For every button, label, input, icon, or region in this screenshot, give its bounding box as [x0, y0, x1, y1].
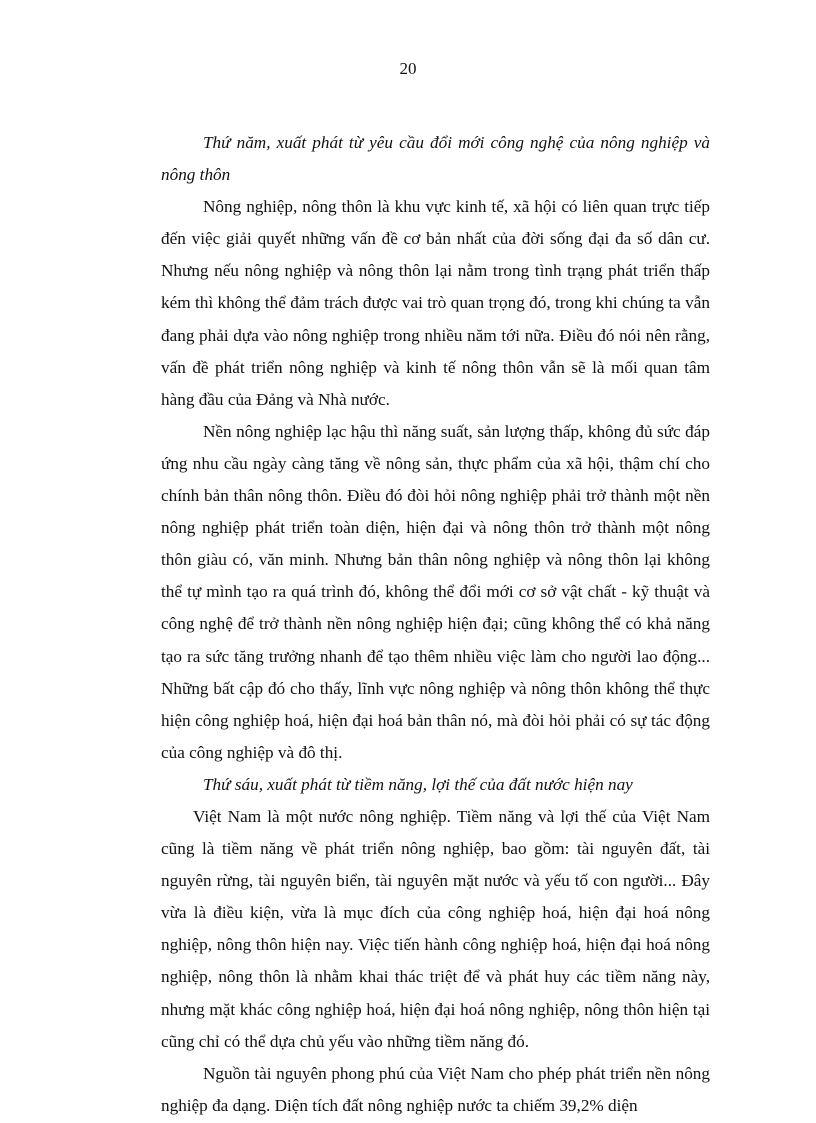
- paragraph: Nông nghiệp, nông thôn là khu vực kinh tế, xã hội có liên quan trực tiếp đến việc giải quyết những vấn đề cơ bản nhất của đời sống đại đa số dân cư. Nhưng nếu nông nghiệp và nông thôn lại nằm trong tình trạng phát triển thấp kém thì không thể đảm trách được vai trò quan trọng đó, trong khi chúng ta vẫn đang phải dựa vào nông nghiệp trong nhiều năm tới nữa. Điều đó nói nên rằng, vấn đề phát triển nông nghiệp và kinh tế nông thôn vẫn sẽ là mối quan tâm hàng đầu của Đảng và Nhà nước.: [161, 197, 710, 409]
- paragraph: Nguồn tài nguyên phong phú của Việt Nam cho phép phát triển nền nông nghiệp đa dạng. Diện tích đất nông nghiệp nước ta chiếm 39,2% diện: [161, 1063, 710, 1115]
- page-number: 20: [399, 59, 417, 78]
- section-heading-5: Thứ năm, xuất phát từ yêu cầu đổi mới công nghệ của nông nghiệp và nông thôn: [161, 133, 710, 185]
- paragraph: Việt Nam là một nước nông nghiệp. Tiềm năng và lợi thế của Việt Nam cũng là tiềm năng về phát triển nông nghiệp, bao gồm: tài nguyên đất, tài nguyên rừng, tài nguyên biển, tài nguyên mặt nước và yếu tố con người... Đây vừa là điều kiện, vừa là mục đích của công nghiệp hoá, hiện đại hoá nông nghiệp, nông thôn hiện nay. Việc tiến hành công nghiệp hoá, hiện đại hoá nông nghiệp, nông thôn là nhằm khai thác triệt để và phát huy các tiềm năng này, nhưng mặt khác công nghiệp hoá, hiện đại hoá nông nghiệp, nông thôn hiện tại cũng chỉ có thể dựa chủ yếu vào những tiềm năng đó.: [161, 806, 710, 1051]
- section-heading-6: Thứ sáu, xuất phát từ tiềm năng, lợi thế của đất nước hiện nay: [203, 774, 633, 794]
- document-body: [161, 127, 710, 1122]
- paragraph: Nền nông nghiệp lạc hậu thì năng suất, sản lượng thấp, không đủ sức đáp ứng nhu cầu ngày càng tăng về nông sản, thực phẩm của xã hội, thậm chí cho chính bản thân nông thôn. Điều đó đòi hỏi nông nghiệp phải trở thành một nền nông nghiệp phát triển toàn diện, hiện đại và nông thôn trở thành một nông thôn giàu có, văn minh. Nhưng bản thân nông nghiệp và nông thôn lại không thể tự mình tạo ra quá trình đó, không thể đổi mới cơ sở vật chất - kỹ thuật và công nghệ để trở thành nền nông nghiệp hiện đại; cũng không thể có khả năng tạo ra sức tăng trưởng nhanh để tạo thêm nhiều việc làm cho người lao động... Những bất cập đó cho thấy, lĩnh vực nông nghiệp và nông thôn không thể thực hiện công nghiệp hoá, hiện đại hoá bản thân nó, mà đòi hỏi phải có sự tác động của công nghiệp và đô thị.: [161, 421, 710, 762]
